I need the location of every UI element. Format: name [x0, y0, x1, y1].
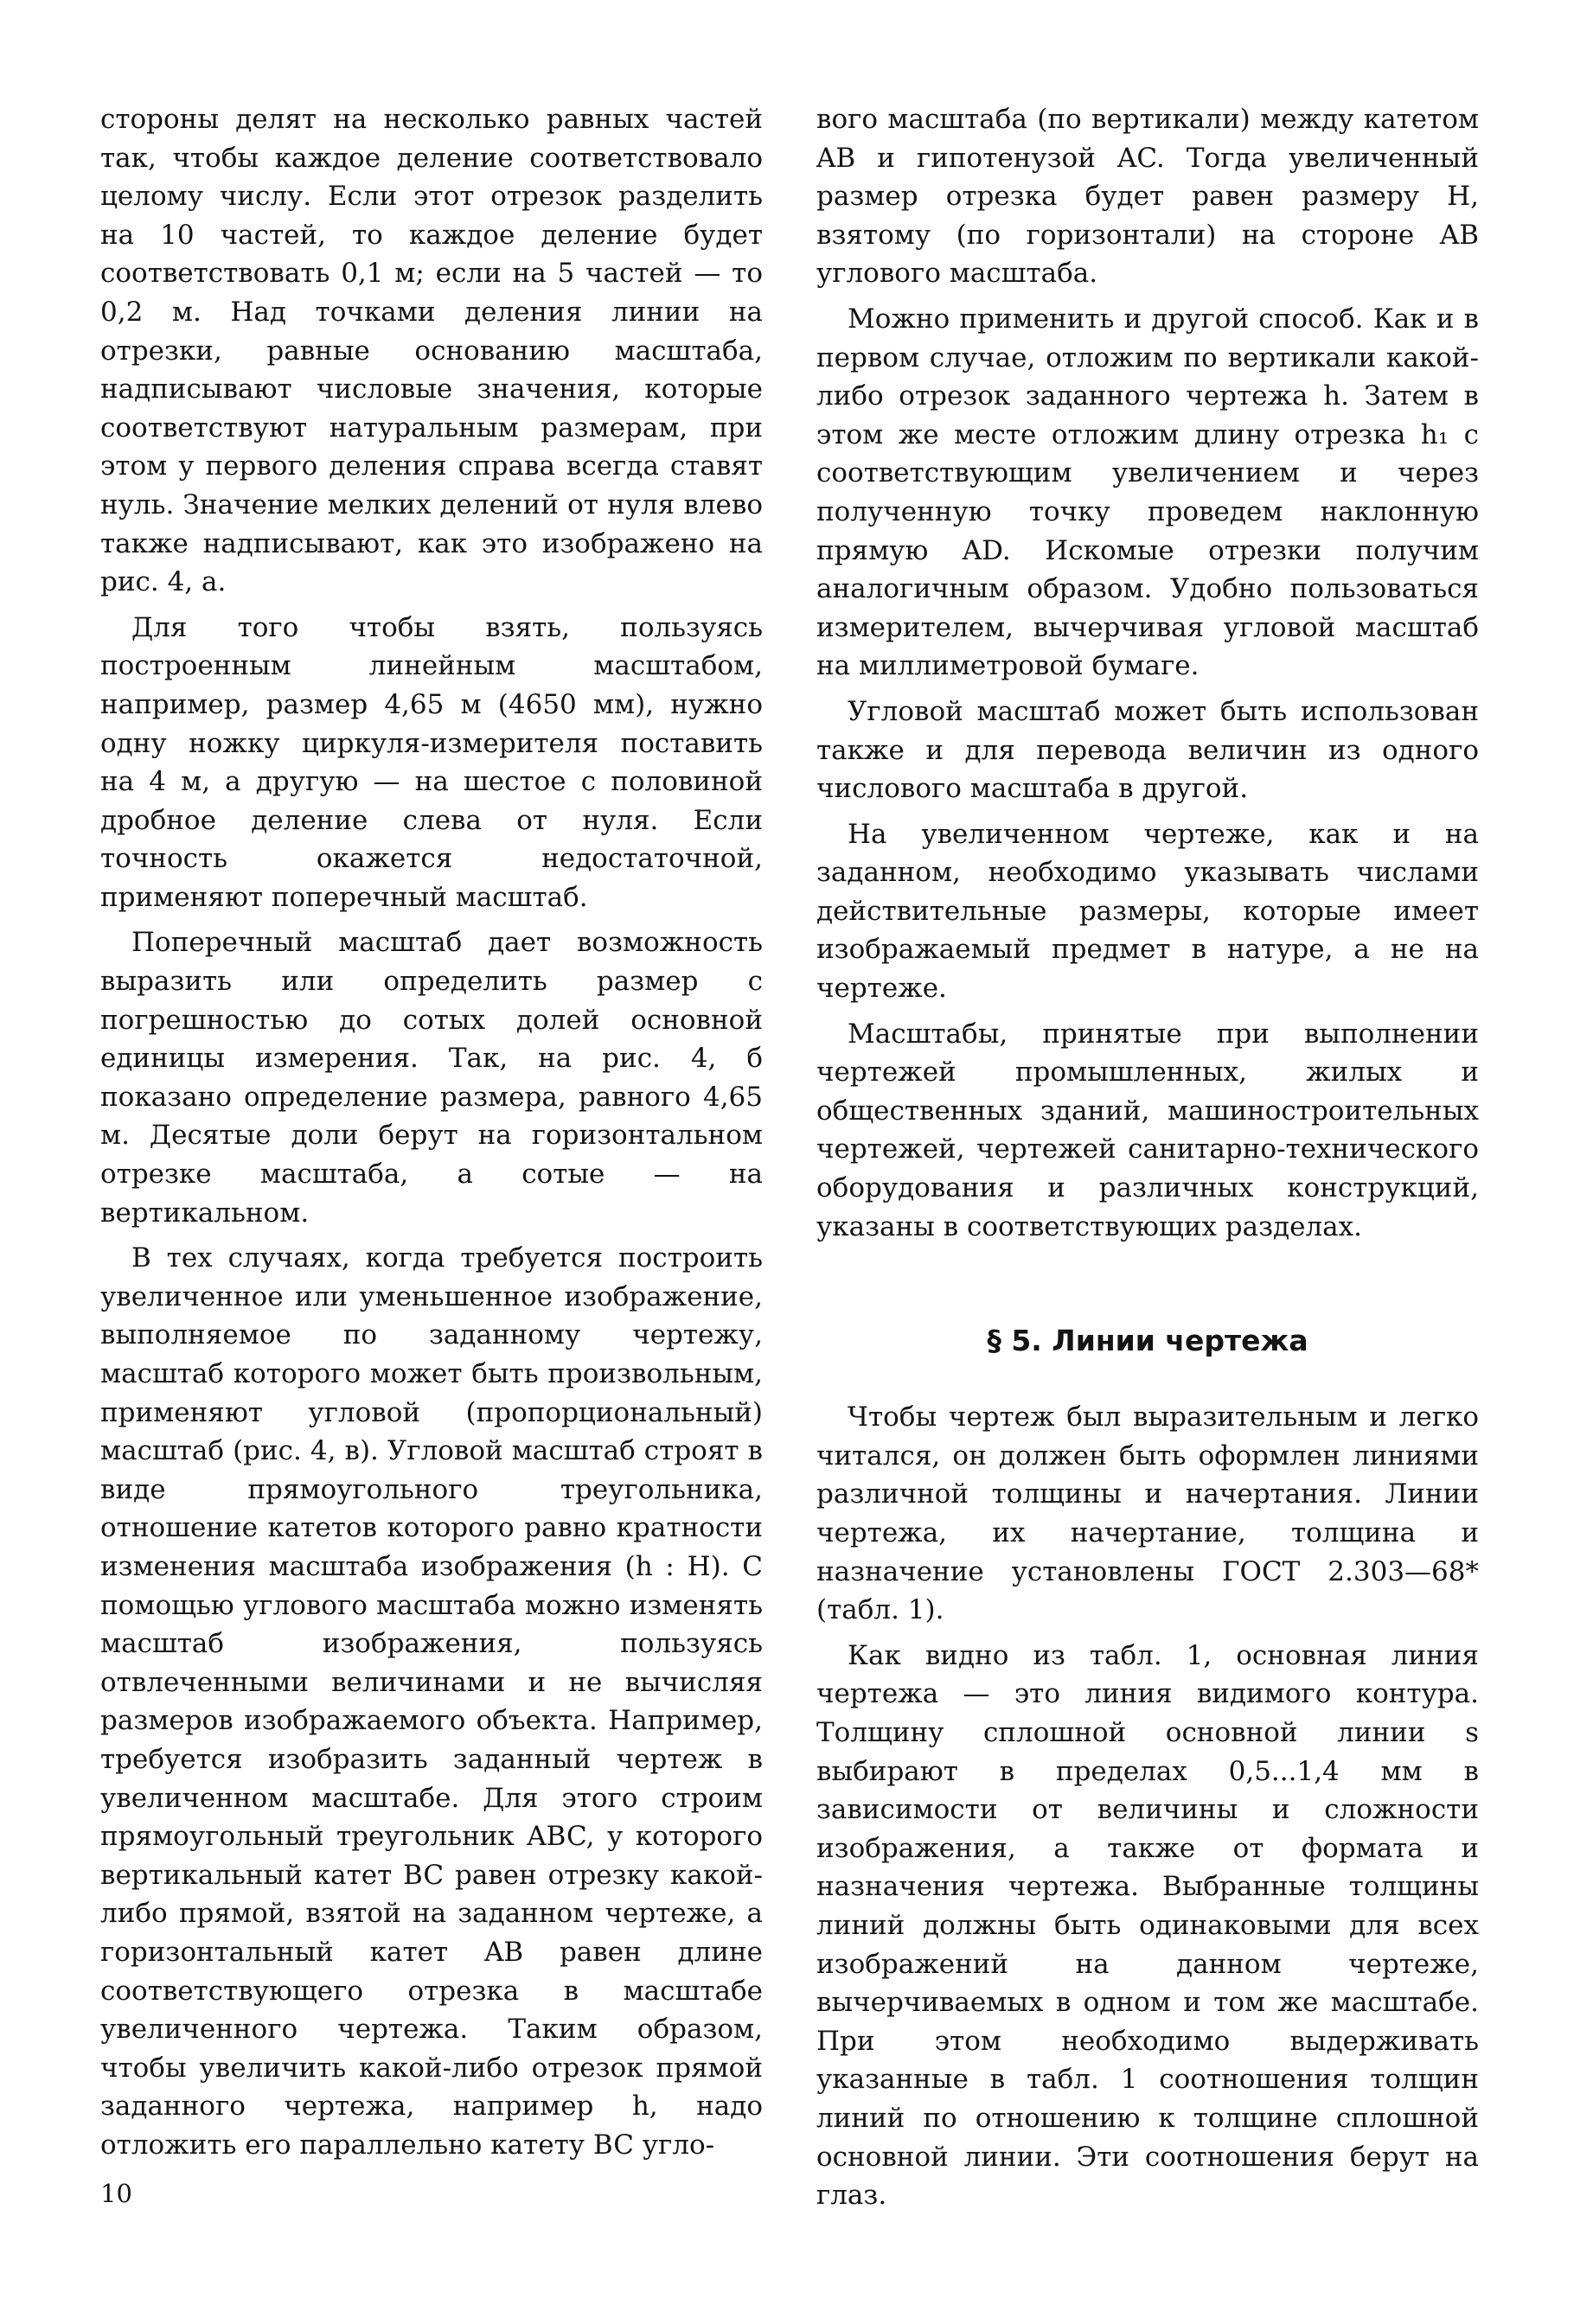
section-heading: § 5. Линии чертежа: [987, 1324, 1308, 1358]
paragraph: В тех случаях, когда требуется построить увеличенное или уменьшенное изображение, выполняемое по заданному чертежу, масштаб которого может быть произвольным, применяют угловой (пропорциональный) масштаб (рис. 4, в). Угловой масштаб строят в виде прямоугольного треугольника, отношение катетов которого равно кратности изменения масштаба изображения (h : H). С помощью углового масштаба можно изменять масштаб изображения, пользуясь отвлеченными величинами и не вычисляя размеров изображаемого объекта. Например, требуется изобразить заданный чертеж в увеличенном масштабе. Для этого строим прямоугольный треугольник ABC, у которого вертикальный катет BC равен отрезку какой-либо прямой, взятой на заданном чертеже, а горизонтальный катет AB равен длине соответствующего отрезка в масштабе увеличенного чертежа. Таким образом, чтобы увеличить какой-либо отрезок прямой заданного чертежа, например h, надо отложить его параллельно катету BC угло-: [100, 1242, 763, 2161]
paragraph: На увеличенном чертеже, как и на заданном, необходимо указывать числами действительные размеры, которые имеет изображаемый предмет в натуре, а не на чертеже.: [816, 818, 1479, 1005]
paragraph: вого масштаба (по вертикали) между катетом AB и гипотенузой AC. Тогда увеличенный размер отрезка будет равен размеру H, взятому (по горизонтали) на стороне AB углового масштаба.: [816, 104, 1479, 290]
paragraph: стороны делят на несколько равных частей так, чтобы каждое деление соответствовало целому числу. Если этот отрезок разделить на 10 частей, то каждое деление будет соответствовать 0,1 м; если на 5 частей — то 0,2 м. Над точками деления линии на отрезки, равные основанию масштаба, надписывают числовые значения, которые соответствуют натуральным размерам, при этом у первого деления справа всегда ставят нуль. Значение мелких делений от нуля влево также надписывают, как это изображено на рис. 4, а.: [100, 104, 763, 598]
page-number: 10: [100, 2179, 132, 2208]
paragraph: Угловой масштаб может быть использован также и для перевода величин из одного числового масштаба в другой.: [816, 695, 1479, 805]
left-column: [100, 100, 763, 2171]
paragraph: Поперечный масштаб дает возможность выразить или определить размер с погрешностью до сотых долей основной единицы измерения. Так, на рис. 4, б показано определение размера, равного 4,65 м. Десятые доли берут на горизонтальном отрезке масштаба, а сотые — на вертикальном.: [100, 927, 763, 1229]
paragraph: Чтобы чертеж был выразительным и легко читался, он должен быть оформлен линиями различной толщины и начертания. Линии чертежа, их начертание, толщина и назначение установлены ГОСТ 2.303—68* (табл. 1).: [816, 1401, 1479, 1626]
paragraph: Как видно из табл. 1, основная линия чертежа — это линия видимого контура. Толщину сплошной основной линии s выбирают в пределах 0,5...1,4 мм в зависимости от величины и сложности изображения, а также от формата и назначения чертежа. Выбранные толщины линий должны быть одинаковыми для всех изображений на данном чертеже, вычерчиваемых в одном и том же масштабе. При этом необходимо выдерживать указанные в табл. 1 соотношения толщин линий по отношению к толщине сплошной основной линии. Эти соотношения берут на глаз.: [816, 1639, 1479, 2212]
paragraph: Можно применить и другой способ. Как и в первом случае, отложим по вертикали какой-либо отрезок заданного чертежа h. Затем в этом же месте отложим длину отрезка h₁ с соответствующим увеличением и через полученную точку проведем наклонную прямую AD. Искомые отрезки получим аналогичным образом. Удобно пользоваться измерителем, вычерчивая угловой масштаб на миллиметровой бумаге.: [816, 303, 1479, 682]
paragraph: Для того чтобы взять, пользуясь построенным линейным масштабом, например, размер 4,65 м (4650 мм), нужно одну ножку циркуля-измерителя поставить на 4 м, а другую — на шестое с половиной дробное деление слева от нуля. Если точность окажется недостаточной, применяют поперечный масштаб.: [100, 611, 763, 913]
paragraph: Масштабы, принятые при выполнении чертежей промышленных, жилых и общественных зданий, машиностроительных чертежей, чертежей санитарно-технического оборудования и различных конструкций, указаны в соответствующих разделах.: [816, 1018, 1479, 1242]
right-column: [816, 100, 1479, 2222]
